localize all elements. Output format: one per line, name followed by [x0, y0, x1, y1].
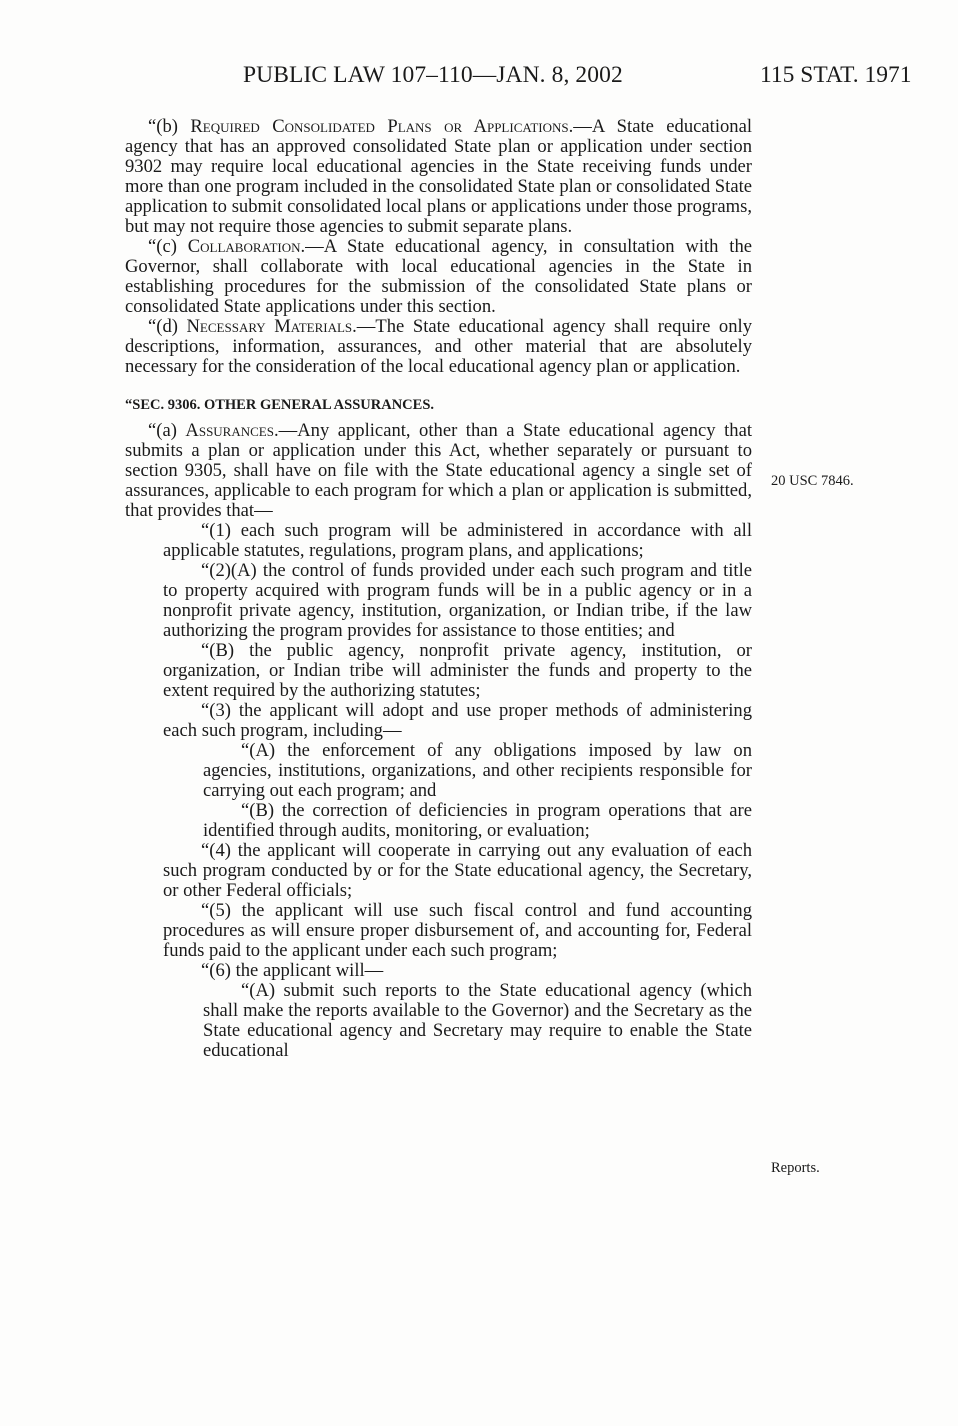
item-3b: “(B) the correction of deficiencies in program operations that are identified through audits, monitoring, or evaluation; — [203, 800, 752, 841]
paragraph-d: “(d) Necessary Materials.—The State educational agency shall require only descriptions, information, assurances, and other material that are absolutely necessary for the consideration of the local educational agency plan or application. — [125, 316, 752, 377]
paragraph-d-heading: Necessary Materials — [186, 316, 353, 337]
item-1: “(1) each such program will be administered in accordance with all applicable statutes, regulations, program plans, and applications; — [163, 520, 752, 561]
item-2a: “(2)(A) the control of funds provided under each such program and title to property acquired with program funds will be in a public agency or in a nonprofit private agency, institution, organization, or Indian tribe, if the law authorizing the program provides for assistance to those entities; and — [163, 560, 752, 641]
margin-note-reports: Reports. — [771, 1160, 820, 1176]
running-header-law: PUBLIC LAW 107–110—JAN. 8, 2002 — [243, 62, 623, 88]
item-5: “(5) the applicant will use such fiscal control and fund accounting procedures as will ensure proper disbursement of, and accounting for, Federal funds paid to the applicant under each such program; — [163, 900, 752, 961]
item-6: “(6) the applicant will— — [201, 960, 384, 981]
paragraph-a: “(a) Assurances.—Any applicant, other than a State educational agency that submits a plan or application under this Act, whether separately or pursuant to section 9305, shall have on file with the State educational agency a single set of assurances, applicable to each program for which a plan or application is submitted, that provides that— — [125, 420, 752, 521]
item-4: “(4) the applicant will cooperate in carrying out any evaluation of each such program conducted by or for the State educational agency, the Secretary, or other Federal officials; — [163, 840, 752, 901]
item-3: “(3) the applicant will adopt and use proper methods of administering each such program, including— — [163, 700, 752, 741]
document-body — [125, 117, 752, 1061]
section-heading: “SEC. 9306. OTHER GENERAL ASSURANCES. — [125, 397, 435, 413]
paragraph-a-heading: Assurances — [185, 420, 274, 441]
paragraph-c: “(c) Collaboration.—A State educational agency, in consultation with the Governor, shall collaborate with local educational agencies in the State in establishing procedures for the submission of the consolidated State plans or consolidated State applications under this section. — [125, 236, 752, 317]
item-3a: “(A) the enforcement of any obligations imposed by law on agencies, institutions, organizations, and other recipients responsible for carrying out each program; and — [203, 740, 752, 801]
item-2b: “(B) the public agency, nonprofit private agency, institution, or organization, or Indian tribe will administer the funds and property to the extent required by the authorizing statutes; — [163, 640, 752, 701]
paragraph-c-heading: Collaboration — [187, 236, 301, 257]
running-header-stat: 115 STAT. 1971 — [760, 62, 912, 88]
item-6a: “(A) submit such reports to the State educational agency (which shall make the reports available to the Governor) and the Secretary as the State educational agency and Secretary may require to enable the State educational — [203, 980, 752, 1061]
paragraph-b-heading: Required Consolidated Plans or Applications — [190, 116, 569, 137]
paragraph-b: “(b) Required Consolidated Plans or Applications.—A State educational agency that has an approved consolidated State plan or application under section 9302 may require local educational agencies in the State receiving funds under more than one program included in the consolidated State plan or consolidated State application to submit consolidated local plans or applications under those programs, but may not require those agencies to submit separate plans. — [125, 116, 752, 237]
margin-note-usc: 20 USC 7846. — [771, 473, 854, 489]
